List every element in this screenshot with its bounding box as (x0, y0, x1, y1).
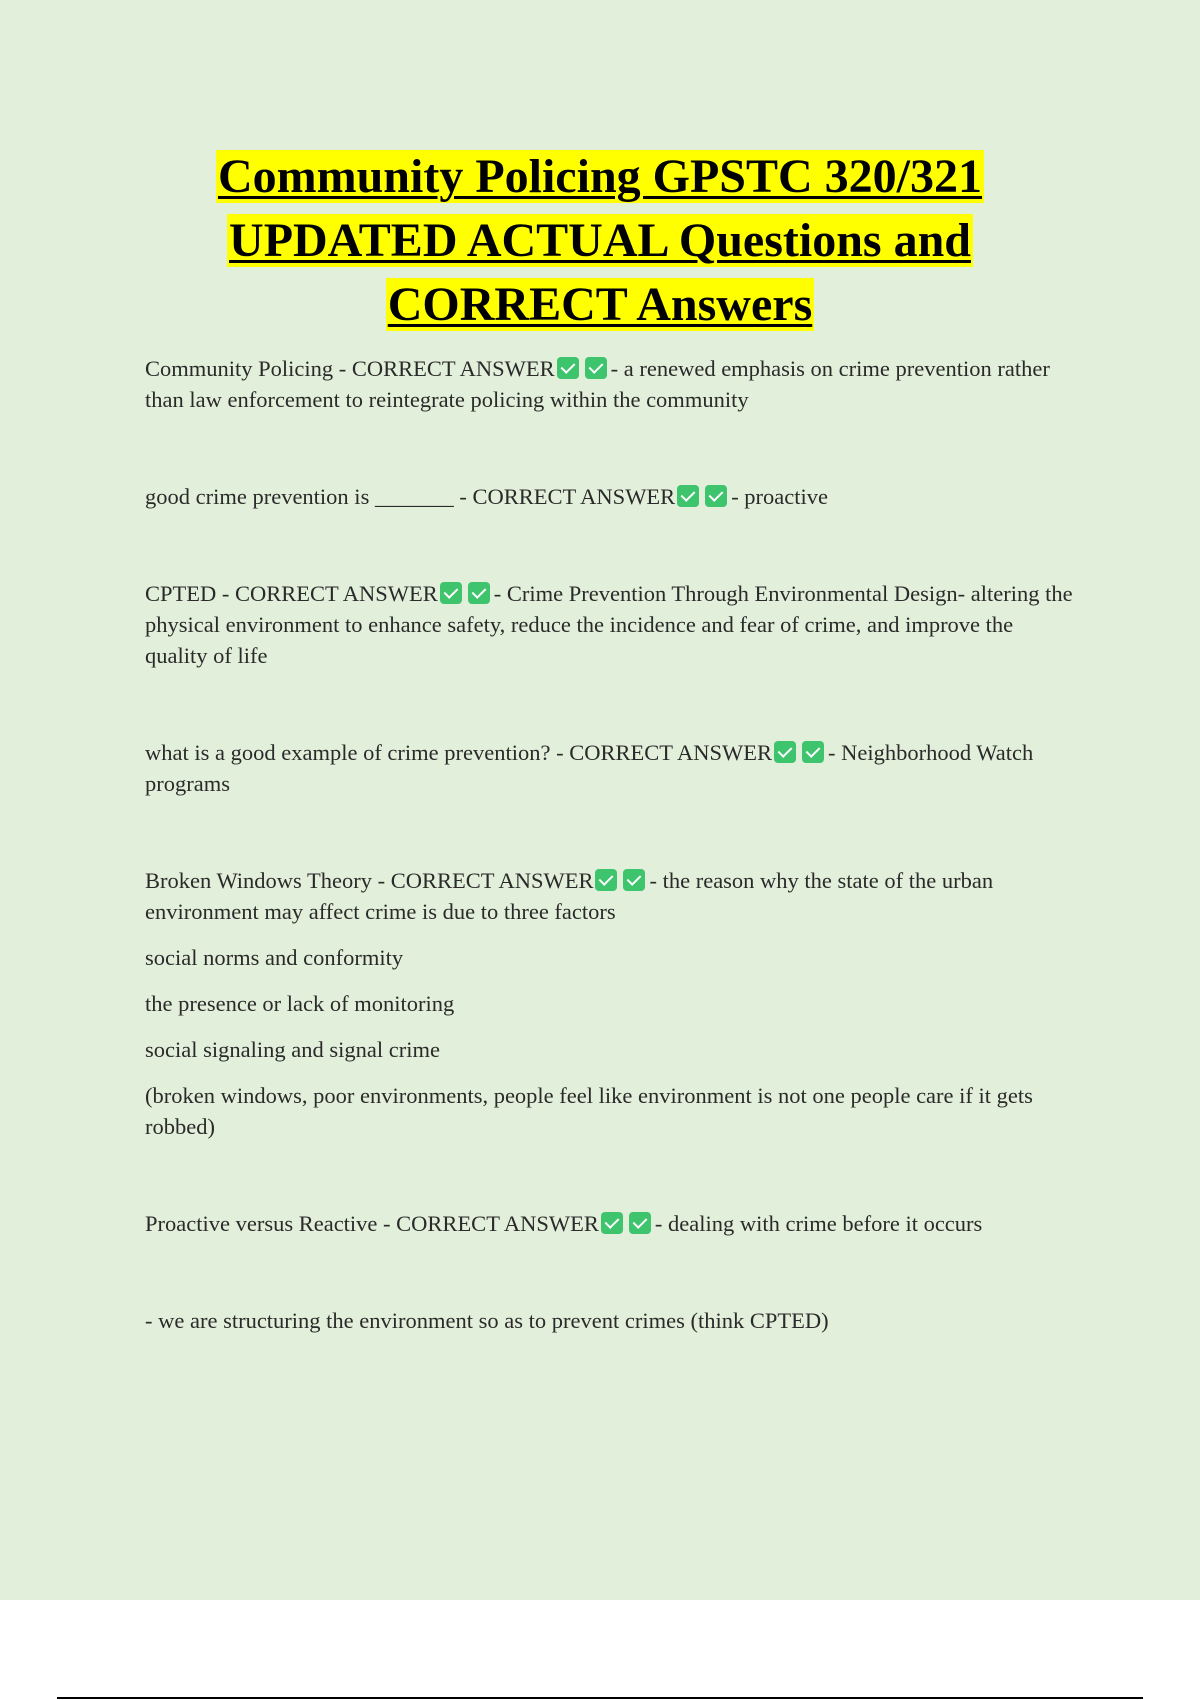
answer-marker: CORRECT ANSWER (351, 356, 555, 381)
question-text: Proactive versus Reactive - (145, 1211, 397, 1236)
question-text: what is a good example of crime prevention? - (145, 740, 570, 765)
title-line-1: Community Policing GPSTC 320/321 (217, 150, 983, 203)
answer-text: - the reason why the state of the urban environment may affect crime is due to three factors (145, 868, 994, 924)
question-text: Community Policing - (145, 356, 352, 381)
qa-item (145, 578, 1080, 671)
check-mark-icon (601, 1212, 623, 1234)
answer-marker: CORRECT ANSWER (569, 740, 772, 765)
detail-line: (broken windows, poor environments, people feel like environment is not one people care if it gets robbed) (145, 1083, 1033, 1139)
check-mark-icon (705, 485, 727, 507)
check-mark-icon (802, 741, 824, 763)
answer-text: - a renewed emphasis on crime prevention rather than law enforcement to reintegrate policing within the community (145, 356, 1050, 412)
qa-item (145, 737, 1080, 799)
answer-marker: CORRECT ANSWER (396, 1211, 599, 1236)
check-mark-icon (585, 357, 607, 379)
answer-marker: CORRECT ANSWER (390, 868, 594, 893)
check-mark-icon (677, 485, 699, 507)
answer-text: - Crime Prevention Through Environmental Design- altering the physical environment to enhance safety, reduce the incidence and fear of crime, and improve the quality of life (145, 581, 1073, 668)
qa-item (145, 481, 1080, 512)
title-line-2: UPDATED ACTUAL Questions and (229, 214, 971, 267)
qa-item (145, 865, 1080, 927)
check-mark-icon (557, 357, 579, 379)
detail-line: social signaling and signal crime (145, 1037, 440, 1062)
title-line-3: CORRECT Answers (387, 278, 813, 331)
question-text: Broken Windows Theory - (145, 868, 391, 893)
question-text: good crime prevention is _______ - (145, 484, 473, 509)
question-text: CPTED - (145, 581, 235, 606)
answer-text: - dealing with crime before it occurs (654, 1211, 983, 1236)
check-mark-icon (623, 869, 645, 891)
document-title (0, 145, 1200, 337)
check-mark-icon (595, 869, 617, 891)
answer-marker: CORRECT ANSWER (472, 484, 676, 509)
check-mark-icon (440, 582, 462, 604)
qa-item (145, 353, 1080, 415)
check-mark-icon (468, 582, 490, 604)
detail-line: social norms and conformity (145, 945, 404, 970)
detail-line: the presence or lack of monitoring (145, 991, 455, 1016)
closing-note: - we are structuring the environment so as to prevent crimes (think CPTED) (145, 1308, 829, 1333)
qa-item (145, 1208, 1080, 1239)
qa-list (145, 353, 1080, 1336)
answer-marker: CORRECT ANSWER (235, 581, 438, 606)
answer-text: - proactive (731, 484, 829, 509)
answer-text: - Neighborhood Watch programs (145, 740, 1034, 796)
bottom-rule (57, 1697, 1143, 1699)
check-mark-icon (629, 1212, 651, 1234)
check-mark-icon (774, 741, 796, 763)
